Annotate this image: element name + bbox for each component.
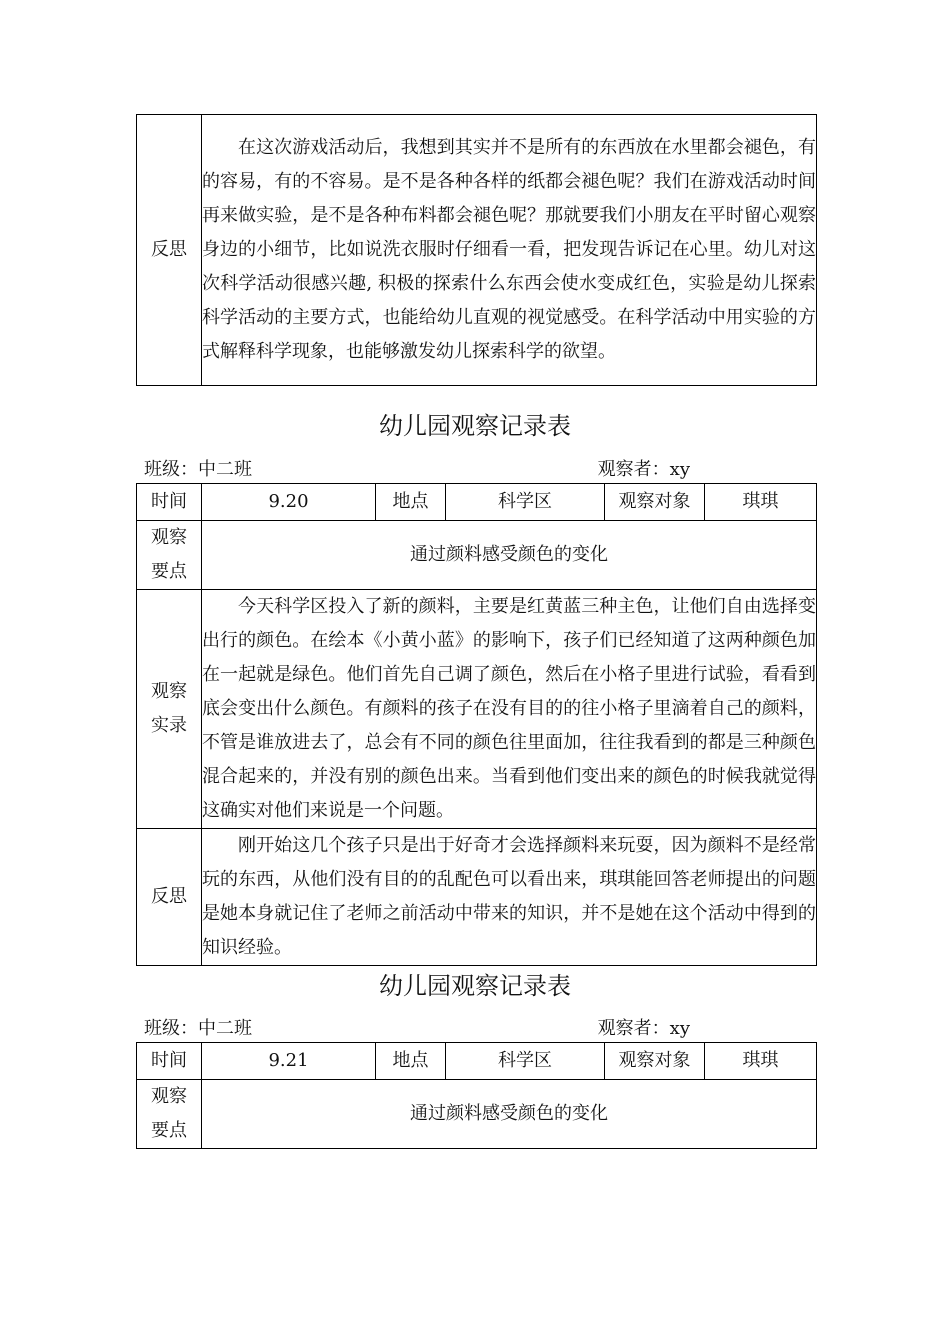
reflection-table-top xyxy=(136,114,817,386)
place-value: 科学区 xyxy=(446,1043,605,1080)
observation-table-2 xyxy=(136,1042,817,1149)
reflection-label: 反思 xyxy=(137,115,202,386)
subject-value: 琪琪 xyxy=(705,1043,817,1080)
time-label: 时间 xyxy=(137,1043,202,1080)
record-cell xyxy=(202,590,817,829)
reflection-label: 反思 xyxy=(137,829,202,966)
reflection-text: 在这次游戏活动后，我想到其实并不是所有的东西放在水里都会褪色，有的容易，有的不容易。是不是各种各样的纸都会褪色呢？我们在游戏活动时间再来做实验，是不是各种布料都会褪色呢？那就要我们小朋友在平时留心观察身边的小细节，比如说洗衣服时仔细看一看，把发现告诉记在心里。幼儿对这次科学活动很感兴趣, 积极的探索什么东西会使水变成红色，实验是幼儿探索科学活动的主要方式，也能给幼儿直观的视觉感受。在科学活动中用实验的方式解释科学现象，也能够激发幼儿探索科学的欲望。 xyxy=(202,137,816,362)
class-label: 班级：中二班 xyxy=(144,459,252,480)
subject-label: 观察对象 xyxy=(605,484,705,521)
reflection-cell xyxy=(202,115,817,386)
time-label: 时间 xyxy=(137,484,202,521)
record-title-1: 幼儿园观察记录表 xyxy=(379,412,571,440)
record-title-2: 幼儿园观察记录表 xyxy=(379,972,571,1000)
subject-label: 观察对象 xyxy=(605,1043,705,1080)
observer-label: 观察者：xy xyxy=(597,1018,690,1039)
record-meta-1 xyxy=(144,458,690,482)
class-label: 班级：中二班 xyxy=(144,1018,252,1039)
observer-label: 观察者：xy xyxy=(597,459,690,480)
time-value: 9.21 xyxy=(202,1043,376,1080)
record-label: 观察 实录 xyxy=(137,590,202,829)
reflection-text: 刚开始这几个孩子只是出于好奇才会选择颜料来玩耍，因为颜料不是经常玩的东西，从他们没有目的的乱配色可以看出来，琪琪能回答老师提出的问题是她本身就记住了老师之前活动中带来的知识，并不是她在这个活动中得到的知识经验。 xyxy=(202,835,816,958)
focus-label: 观察 要点 xyxy=(137,1080,202,1149)
place-label: 地点 xyxy=(376,1043,446,1080)
reflection-cell xyxy=(202,829,817,966)
focus-value: 通过颜料感受颜色的变化 xyxy=(202,521,817,590)
time-value: 9.20 xyxy=(202,484,376,521)
subject-value: 琪琪 xyxy=(705,484,817,521)
focus-label: 观察 要点 xyxy=(137,521,202,590)
place-value: 科学区 xyxy=(446,484,605,521)
observation-table-1 xyxy=(136,483,817,966)
focus-value: 通过颜料感受颜色的变化 xyxy=(202,1080,817,1149)
place-label: 地点 xyxy=(376,484,446,521)
record-text: 今天科学区投入了新的颜料，主要是红黄蓝三种主色，让他们自由选择变出行的颜色。在绘本《小黄小蓝》的影响下，孩子们已经知道了这两种颜色加在一起就是绿色。他们首先自己调了颜色，然后在小格子里进行试验，看看到底会变出什么颜色。有颜料的孩子在没有目的的往小格子里滴着自己的颜料，不管是谁放进去了，总会有不同的颜色往里面加，往往我看到的都是三种颜色混合起来的，并没有别的颜色出来。当看到他们变出来的颜色的时候我就觉得这确实对他们来说是一个问题。 xyxy=(202,596,816,821)
record-meta-2 xyxy=(144,1017,690,1041)
